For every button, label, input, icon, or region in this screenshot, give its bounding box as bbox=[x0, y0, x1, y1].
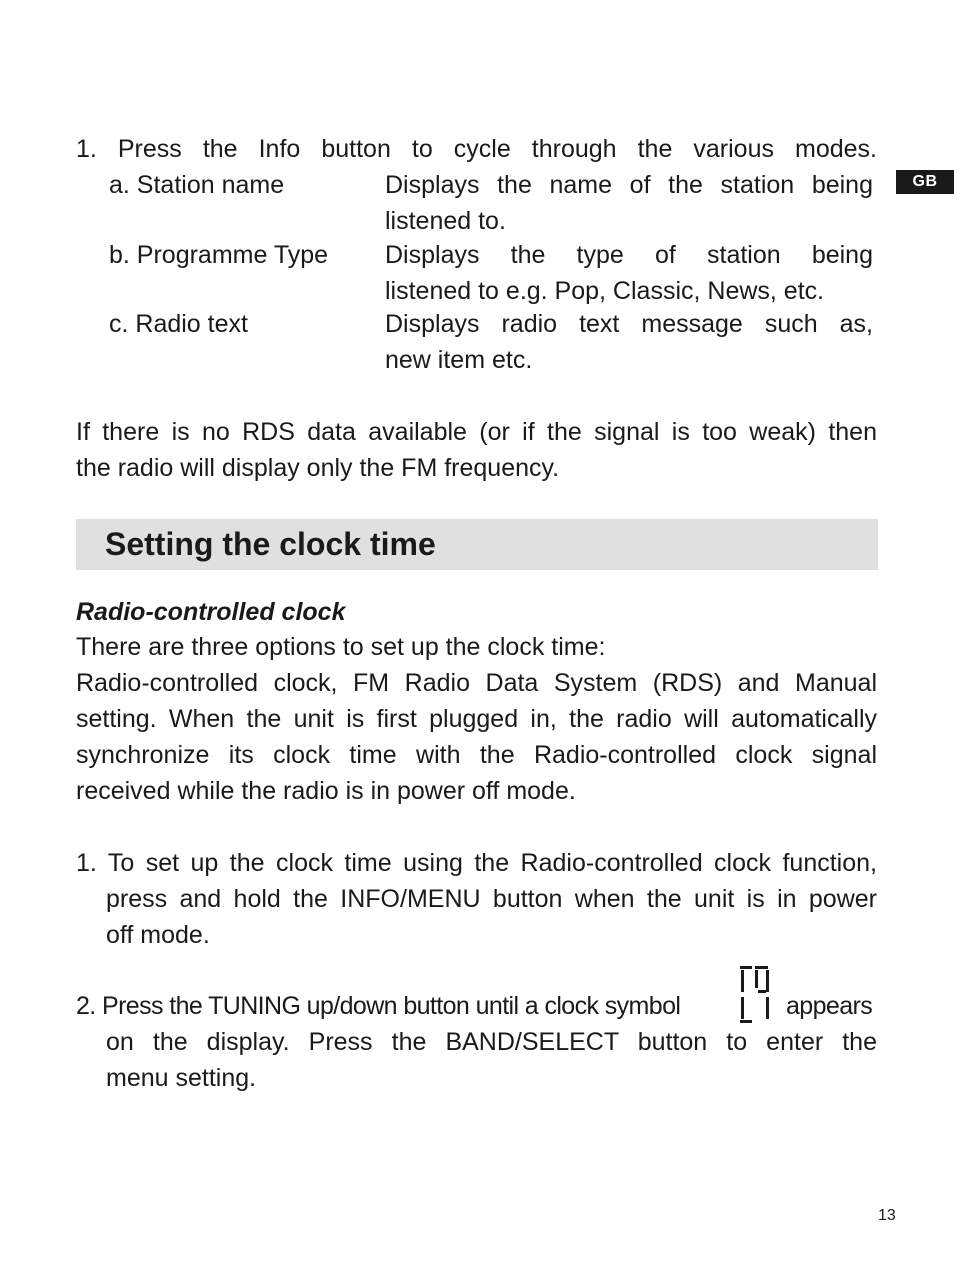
mode-b-desc-line2: listened to e.g. Pop, Classic, News, etc. bbox=[385, 277, 825, 305]
rds-note-line1: If there is no RDS data available (or if the signal is too weak) then bbox=[76, 418, 877, 446]
mode-b-name: b. Programme Type bbox=[109, 241, 329, 269]
intro-line-5: received while the radio is in power off mode. bbox=[76, 777, 576, 805]
intro-line-3: setting. When the unit is first plugged in, the radio will automatically bbox=[76, 705, 877, 733]
section-heading: Setting the clock time bbox=[105, 526, 436, 562]
mode-a-desc-line2: listened to. bbox=[385, 207, 506, 235]
subheading-radio-controlled-clock: Radio-controlled clock bbox=[76, 598, 346, 626]
clock-step-2-line3: menu setting. bbox=[106, 1064, 257, 1092]
clock-step-2-line1a: 2. Press the TUNING up/down button until a clock symbol bbox=[76, 992, 681, 1020]
mode-a-name: a. Station name bbox=[109, 171, 285, 199]
intro-line-1: There are three options to set up the clock time: bbox=[76, 633, 606, 661]
mode-a-desc-line1: Displays the name of the station being bbox=[385, 171, 873, 199]
mode-c-desc-line1: Displays radio text message such as, bbox=[385, 310, 873, 338]
intro-line-4: synchronize its clock time with the Radio-controlled clock signal bbox=[76, 741, 877, 769]
page-number: 13 bbox=[878, 1207, 896, 1224]
clock-step-1-line3: off mode. bbox=[106, 921, 210, 949]
section-heading-bar bbox=[76, 519, 878, 570]
rds-note-line2: the radio will display only the FM frequency. bbox=[76, 454, 560, 482]
mode-c-desc-line2: new item etc. bbox=[385, 346, 533, 374]
clock-step-1-line2: press and hold the INFO/MENU button when the unit is in power bbox=[106, 885, 877, 913]
intro-line-2: Radio-controlled clock, FM Radio Data System (RDS) and Manual bbox=[76, 669, 877, 697]
info-step-1: 1. Press the Info button to cycle through the various modes. bbox=[76, 135, 877, 163]
clock-step-2-line1b: appears bbox=[786, 992, 873, 1020]
language-tab-gb: GB bbox=[896, 170, 954, 194]
clock-step-1-line1: 1. To set up the clock time using the Radio-controlled clock function, bbox=[76, 849, 877, 877]
clock-step-2-line2: on the display. Press the BAND/SELECT button to enter the bbox=[106, 1028, 877, 1056]
mode-c-name: c. Radio text bbox=[109, 310, 248, 338]
seven-segment-clock-symbol-icon bbox=[736, 964, 772, 1024]
mode-b-desc-line1: Displays the type of station being bbox=[385, 241, 873, 269]
